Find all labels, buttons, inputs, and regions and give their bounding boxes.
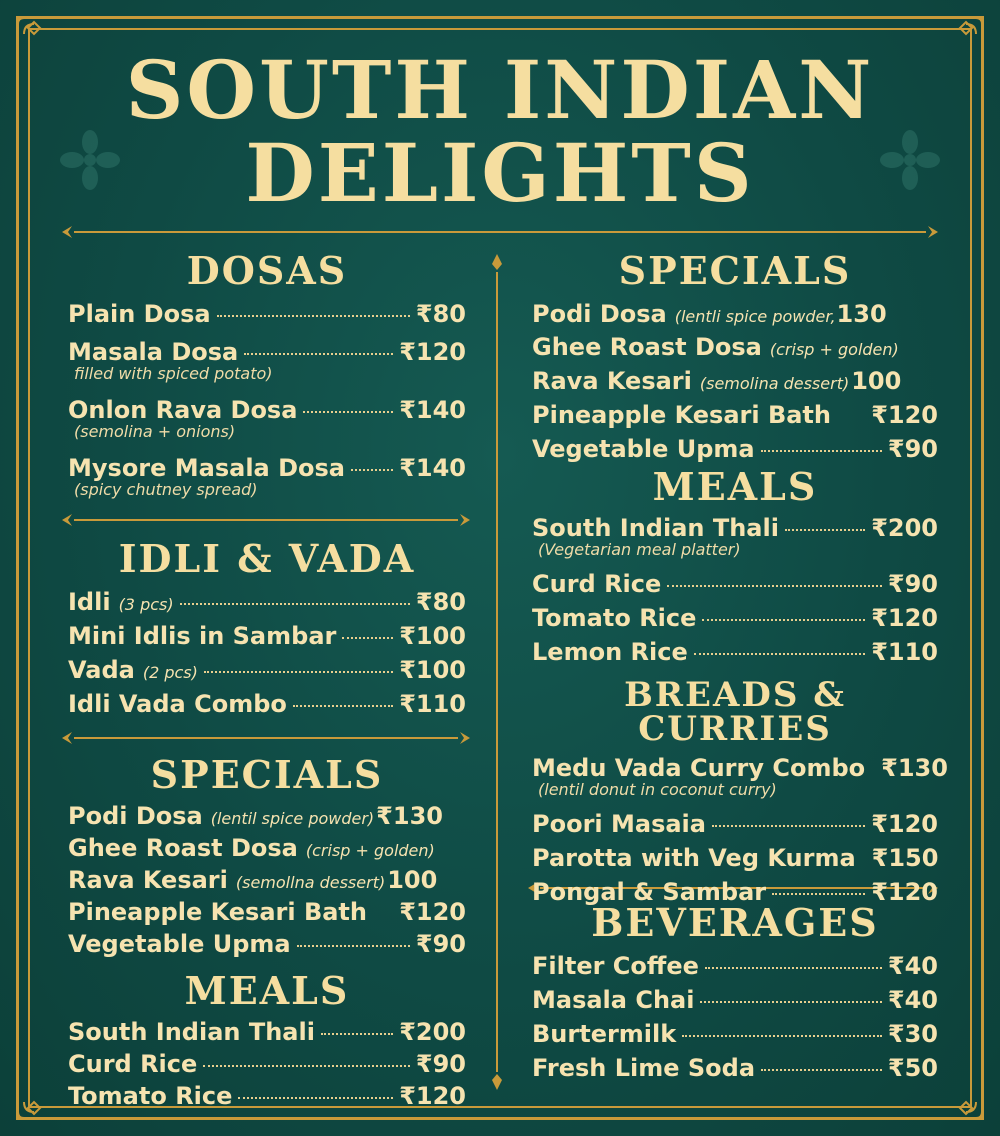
menu-item (68, 1084, 466, 1108)
item-price: ₹130 (881, 754, 948, 782)
item-name: Curd Rice (532, 570, 662, 598)
item-name: Medu Vada Curry Combo (532, 754, 866, 782)
menu-item (532, 754, 948, 782)
item-price: ₹40 (887, 952, 938, 980)
section-heading: SPECIALS (150, 752, 384, 797)
item-price: ₹120 (399, 898, 466, 926)
item-note: (crisp + golden) (305, 841, 435, 860)
item-price: ₹200 (871, 514, 938, 542)
specials-section (532, 248, 938, 463)
corner-ornament-icon (946, 1082, 986, 1122)
item-name: Vada (68, 656, 135, 684)
item-name: Filter Coffee (532, 952, 699, 980)
item-note: (semolina dessert) (699, 374, 850, 393)
section-heading: MEALS (652, 464, 818, 509)
item-name: Vegetable Upma (532, 435, 755, 463)
item-name: Burtermilk (532, 1020, 677, 1048)
item-price: 100 (387, 866, 438, 894)
item-name: Parotta with Veg Kurma (532, 844, 856, 872)
section-heading: MEALS (184, 968, 350, 1013)
item-price: ₹110 (871, 638, 938, 666)
menu-item (532, 572, 938, 596)
item-description: (semolina + onions) (74, 422, 236, 441)
item-price: ₹40 (887, 986, 938, 1014)
beverages-section (532, 900, 938, 1082)
item-note: (3 pcs) (118, 595, 174, 614)
menu-item (532, 403, 938, 427)
item-price: ₹80 (415, 588, 466, 616)
meals-section (532, 464, 938, 666)
menu-item (532, 302, 938, 326)
menu-title-line1: SOUTH INDIAN (125, 43, 875, 137)
item-name: Lemon Rice (532, 638, 688, 666)
item-price: ₹200 (399, 1018, 466, 1046)
item-name: Fresh Lime Soda (532, 1054, 756, 1082)
item-name: Masala Dosa (68, 338, 239, 366)
item-price: ₹120 (871, 878, 938, 906)
corner-ornament-icon (14, 1082, 54, 1122)
item-note: (2 pcs) (142, 663, 198, 682)
menu-item (532, 606, 938, 630)
item-price: ₹110 (399, 690, 466, 718)
breads-curries-section (532, 675, 948, 906)
corner-ornament-icon (14, 14, 54, 54)
item-price: ₹30 (887, 1020, 938, 1048)
menu-item (532, 516, 938, 540)
item-description: (Vegetarian meal platter) (538, 540, 741, 559)
menu-item (68, 590, 466, 614)
menu-item (532, 812, 938, 836)
item-description: (lentil donut in coconut curry) (538, 780, 777, 799)
menu-item (68, 1020, 466, 1044)
item-price: ₹120 (871, 604, 938, 632)
menu-title-line2: DELIGHTS (245, 126, 755, 220)
item-price: ₹120 (871, 810, 938, 838)
section-heading: DOSAS (186, 248, 348, 293)
menu-item (532, 1022, 938, 1046)
item-name: Pongal & Sambar (532, 878, 767, 906)
item-name: Idli (68, 588, 111, 616)
item-name: Poori Masaia (532, 810, 706, 838)
menu-item (68, 340, 466, 364)
section-divider (60, 730, 472, 746)
item-price: ₹90 (415, 1050, 466, 1078)
item-name: Vegetable Upma (68, 930, 291, 958)
item-name: Podi Dosa (68, 802, 203, 830)
item-name: Tomato Rice (68, 1082, 233, 1110)
item-price: 100 (851, 367, 902, 395)
menu-item (68, 868, 466, 892)
section-heading: SPECIALS (618, 248, 852, 293)
item-price: ₹120 (399, 1082, 466, 1110)
section-divider (60, 512, 472, 528)
menu-item (68, 900, 466, 924)
item-name: South Indian Thali (68, 1018, 315, 1046)
item-price: ₹120 (871, 401, 938, 429)
specials-section (68, 752, 466, 958)
menu-item (68, 1052, 466, 1076)
item-price: ₹140 (399, 396, 466, 424)
item-name: Rava Kesari (68, 866, 228, 894)
item-price: ₹140 (399, 454, 466, 482)
item-name: Mini Idlis in Sambar (68, 622, 337, 650)
section-heading: BEVERAGES (591, 900, 879, 945)
item-name: Tomato Rice (532, 604, 697, 632)
menu-item (532, 988, 938, 1012)
item-note: (crisp + golden) (769, 340, 899, 359)
dosas-section (68, 248, 466, 499)
menu-item (532, 369, 938, 393)
section-heading: BREADS & CURRIES (624, 675, 846, 749)
menu-item (68, 804, 466, 828)
menu-item (532, 335, 938, 359)
item-note: (lentil spice powder) (210, 809, 375, 828)
menu-item (68, 398, 466, 422)
item-name: Podi Dosa (532, 300, 667, 328)
menu-item (68, 692, 466, 716)
menu-item (68, 624, 466, 648)
menu-item (532, 1056, 938, 1080)
item-price: ₹90 (887, 435, 938, 463)
item-price: ₹150 (871, 844, 939, 872)
item-name: Idli Vada Combo (68, 690, 287, 718)
menu-item (68, 836, 466, 860)
menu-item (532, 846, 938, 870)
item-description: (spicy chutney spread) (74, 480, 258, 499)
menu-item (532, 437, 938, 461)
item-name: Masala Chai (532, 986, 695, 1014)
menu-item (68, 302, 466, 326)
item-price: 130 (836, 300, 887, 328)
item-name: Pineapple Kesari Bath (532, 401, 831, 429)
menu-item (68, 932, 466, 956)
item-price: ₹90 (415, 930, 466, 958)
item-name: South Indian Thali (532, 514, 779, 542)
item-name: Curd Rice (68, 1050, 198, 1078)
meals-section (68, 968, 466, 1110)
item-name: Onlon Rava Dosa (68, 396, 298, 424)
menu-item (68, 456, 466, 480)
item-name: Plain Dosa (68, 300, 211, 328)
title-divider (60, 224, 940, 240)
item-name: Ghee Roast Dosa (68, 834, 298, 862)
menu-item (532, 640, 938, 664)
item-price: ₹100 (399, 622, 466, 650)
item-name: Mysore Masala Dosa (68, 454, 345, 482)
idli-vada-section (68, 536, 466, 718)
item-price: ₹90 (887, 570, 938, 598)
item-note: (lentli spice powder, (674, 307, 836, 326)
item-price: ₹130 (376, 802, 443, 830)
item-price: ₹120 (399, 338, 466, 366)
item-price: ₹100 (399, 656, 466, 684)
item-price: ₹80 (415, 300, 466, 328)
item-name: Rava Kesari (532, 367, 692, 395)
menu-item (532, 954, 938, 978)
corner-ornament-icon (946, 14, 986, 54)
item-note: (semollna dessert) (235, 873, 386, 892)
column-divider (486, 252, 508, 1092)
item-name: Pineapple Kesari Bath (68, 898, 367, 926)
item-price: ₹50 (887, 1054, 938, 1082)
section-heading: IDLI & VADA (118, 536, 416, 581)
menu-item (68, 658, 466, 682)
item-description: filled with spiced potato) (74, 364, 273, 383)
item-name: Ghee Roast Dosa (532, 333, 762, 361)
